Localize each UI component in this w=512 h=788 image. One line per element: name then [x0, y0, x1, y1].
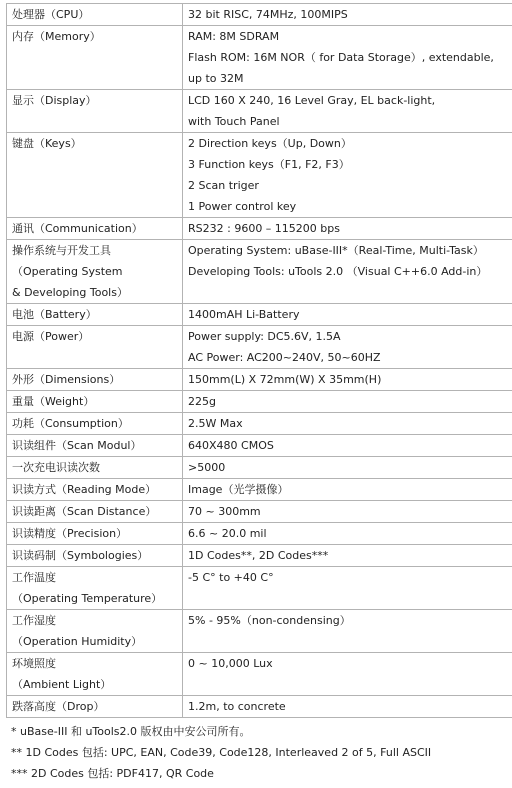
- spec-label-line: （Operation Humidity）: [12, 635, 143, 648]
- spec-value-line: 3 Function keys（F1, F2, F3）: [188, 158, 350, 171]
- table-row: [7, 326, 512, 369]
- spec-label-cell: [7, 4, 183, 26]
- spec-value-line: 2 Scan triger: [188, 179, 259, 192]
- spec-value-line: [188, 282, 512, 303]
- spec-label-line: 外形（Dimensions）: [12, 373, 121, 386]
- spec-value-line: RAM: 8M SDRAM: [188, 30, 280, 43]
- spec-value-line: Power supply: DC5.6V, 1.5A: [188, 330, 341, 343]
- spec-label-line: 工作湿度: [12, 614, 56, 627]
- table-row: [7, 133, 512, 218]
- spec-label-cell: [7, 240, 183, 304]
- table-row: [7, 369, 512, 391]
- spec-label-cell: [7, 567, 183, 610]
- spec-label-line: [12, 154, 182, 175]
- spec-value-cell: [183, 326, 512, 369]
- table-row: [7, 4, 512, 26]
- spec-value-line: Operating System: uBase-III*（Real-Time, Multi-Task）: [188, 244, 484, 257]
- table-row: [7, 545, 512, 567]
- spec-label-line: 电池（Battery）: [12, 308, 97, 321]
- spec-label-cell: [7, 653, 183, 696]
- spec-label-line: 显示（Display）: [12, 94, 97, 107]
- spec-label-cell: [7, 413, 183, 435]
- spec-value-cell: [183, 391, 512, 413]
- spec-label-cell: [7, 90, 183, 133]
- spec-table: [6, 3, 512, 718]
- table-row: [7, 653, 512, 696]
- spec-label-line: [12, 68, 182, 89]
- spec-label-line: 跌落高度（Drop）: [12, 700, 105, 713]
- spec-label-cell: [7, 545, 183, 567]
- spec-value-line: RS232 : 9600 – 115200 bps: [188, 222, 340, 235]
- spec-value-line: 5% - 95%（non-condensing）: [188, 614, 351, 627]
- table-row: [7, 391, 512, 413]
- spec-value-line: LCD 160 X 240, 16 Level Gray, EL back-light,: [188, 94, 436, 107]
- spec-label-line: 环境照度: [12, 657, 56, 670]
- table-row: [7, 218, 512, 240]
- spec-label-line: [12, 175, 182, 196]
- spec-value-cell: [183, 218, 512, 240]
- table-row: [7, 479, 512, 501]
- spec-value-line: 150mm(L) X 72mm(W) X 35mm(H): [188, 373, 382, 386]
- spec-label-line: [12, 47, 182, 68]
- spec-label-line: [12, 347, 182, 368]
- footnote: *** 2D Codes 包括: PDF417, QR Code: [11, 767, 214, 780]
- spec-value-line: [188, 588, 512, 609]
- spec-label-cell: [7, 696, 183, 718]
- spec-value-line: -5 C° to +40 C°: [188, 571, 274, 584]
- spec-label-line: （Operating System: [12, 265, 123, 278]
- spec-label-line: 操作系统与开发工具: [12, 244, 111, 257]
- table-row: [7, 501, 512, 523]
- spec-value-line: Image（光学摄像）: [188, 483, 289, 496]
- spec-value-line: 70 ~ 300mm: [188, 505, 261, 518]
- spec-value-cell: [183, 4, 512, 26]
- spec-label-line: 识读距离（Scan Distance）: [12, 505, 157, 518]
- footnote: ** 1D Codes 包括: UPC, EAN, Code39, Code128, Interleaved 2 of 5, Full ASCII: [11, 746, 432, 759]
- spec-value-cell: [183, 457, 512, 479]
- spec-value-line: Flash ROM: 16M NOR（ for Data Storage）, extendable,: [188, 51, 494, 64]
- spec-value-cell: [183, 435, 512, 457]
- spec-value-line: 0 ~ 10,000 Lux: [188, 657, 273, 670]
- spec-value-line: with Touch Panel: [188, 115, 280, 128]
- table-row: [7, 435, 512, 457]
- spec-label-line: 键盘（Keys）: [12, 137, 82, 150]
- spec-label-line: [12, 111, 182, 132]
- spec-label-cell: [7, 391, 183, 413]
- footnotes: [11, 721, 431, 784]
- spec-label-cell: [7, 610, 183, 653]
- spec-value-line: Developing Tools: uTools 2.0 （Visual C++6.0 Add-in）: [188, 265, 488, 278]
- table-row: [7, 304, 512, 326]
- spec-value-cell: [183, 413, 512, 435]
- spec-label-line: （Ambient Light）: [12, 678, 112, 691]
- spec-label-line: 识读码制（Symbologies）: [12, 549, 149, 562]
- spec-label-cell: [7, 26, 183, 90]
- spec-label-line: 一次充电识读次数: [12, 461, 100, 474]
- table-row: [7, 457, 512, 479]
- spec-label-cell: [7, 133, 183, 218]
- spec-label-cell: [7, 218, 183, 240]
- spec-value-line: [188, 631, 512, 652]
- spec-label-cell: [7, 369, 183, 391]
- spec-label-line: [12, 196, 182, 217]
- table-row: [7, 696, 512, 718]
- spec-value-cell: [183, 567, 512, 610]
- table-row: [7, 90, 512, 133]
- spec-value-line: 1D Codes**, 2D Codes***: [188, 549, 329, 562]
- spec-label-line: & Developing Tools）: [12, 286, 128, 299]
- spec-label-cell: [7, 435, 183, 457]
- spec-label-cell: [7, 457, 183, 479]
- table-row: [7, 413, 512, 435]
- spec-value-line: up to 32M: [188, 72, 244, 85]
- spec-value-cell: [183, 26, 512, 90]
- spec-value-cell: [183, 369, 512, 391]
- spec-label-line: 识读组件（Scan Modul）: [12, 439, 142, 452]
- table-row: [7, 240, 512, 304]
- spec-value-cell: [183, 501, 512, 523]
- spec-value-line: 225g: [188, 395, 216, 408]
- spec-label-cell: [7, 304, 183, 326]
- table-row: [7, 26, 512, 90]
- spec-value-cell: [183, 240, 512, 304]
- spec-value-line: 2.5W Max: [188, 417, 243, 430]
- spec-value-line: 640X480 CMOS: [188, 439, 274, 452]
- spec-label-line: 处理器（CPU）: [12, 8, 90, 21]
- spec-value-line: 2 Direction keys（Up, Down）: [188, 137, 352, 150]
- spec-value-line: AC Power: AC200~240V, 50~60HZ: [188, 351, 381, 364]
- spec-table-body: [7, 4, 512, 718]
- spec-label-line: 功耗（Consumption）: [12, 417, 129, 430]
- spec-label-cell: [7, 326, 183, 369]
- spec-value-cell: [183, 90, 512, 133]
- spec-label-cell: [7, 523, 183, 545]
- spec-value-line: 32 bit RISC, 74MHz, 100MIPS: [188, 8, 348, 21]
- spec-value-line: 1400mAH Li-Battery: [188, 308, 300, 321]
- spec-label-cell: [7, 479, 183, 501]
- spec-label-line: 识读方式（Reading Mode）: [12, 483, 157, 496]
- spec-label-line: 内存（Memory）: [12, 30, 101, 43]
- spec-value-line: >5000: [188, 461, 226, 474]
- spec-label-line: 重量（Weight）: [12, 395, 95, 408]
- spec-label-line: （Operating Temperature）: [12, 592, 163, 605]
- spec-value-cell: [183, 696, 512, 718]
- spec-value-cell: [183, 133, 512, 218]
- spec-value-cell: [183, 523, 512, 545]
- spec-value-cell: [183, 653, 512, 696]
- spec-value-line: 1.2m, to concrete: [188, 700, 286, 713]
- spec-value-line: [188, 674, 512, 695]
- table-row: [7, 523, 512, 545]
- spec-value-cell: [183, 479, 512, 501]
- spec-value-cell: [183, 545, 512, 567]
- table-row: [7, 567, 512, 610]
- spec-value-cell: [183, 304, 512, 326]
- spec-label-cell: [7, 501, 183, 523]
- spec-label-line: 工作温度: [12, 571, 56, 584]
- spec-label-line: 识读精度（Precision）: [12, 527, 128, 540]
- spec-label-line: 通讯（Communication）: [12, 222, 143, 235]
- spec-value-line: 1 Power control key: [188, 200, 297, 213]
- table-row: [7, 610, 512, 653]
- spec-label-line: 电源（Power）: [12, 330, 90, 343]
- spec-value-line: 6.6 ~ 20.0 mil: [188, 527, 267, 540]
- spec-value-cell: [183, 610, 512, 653]
- footnote: * uBase-III 和 uTools2.0 版权由中安公司所有。: [11, 725, 251, 738]
